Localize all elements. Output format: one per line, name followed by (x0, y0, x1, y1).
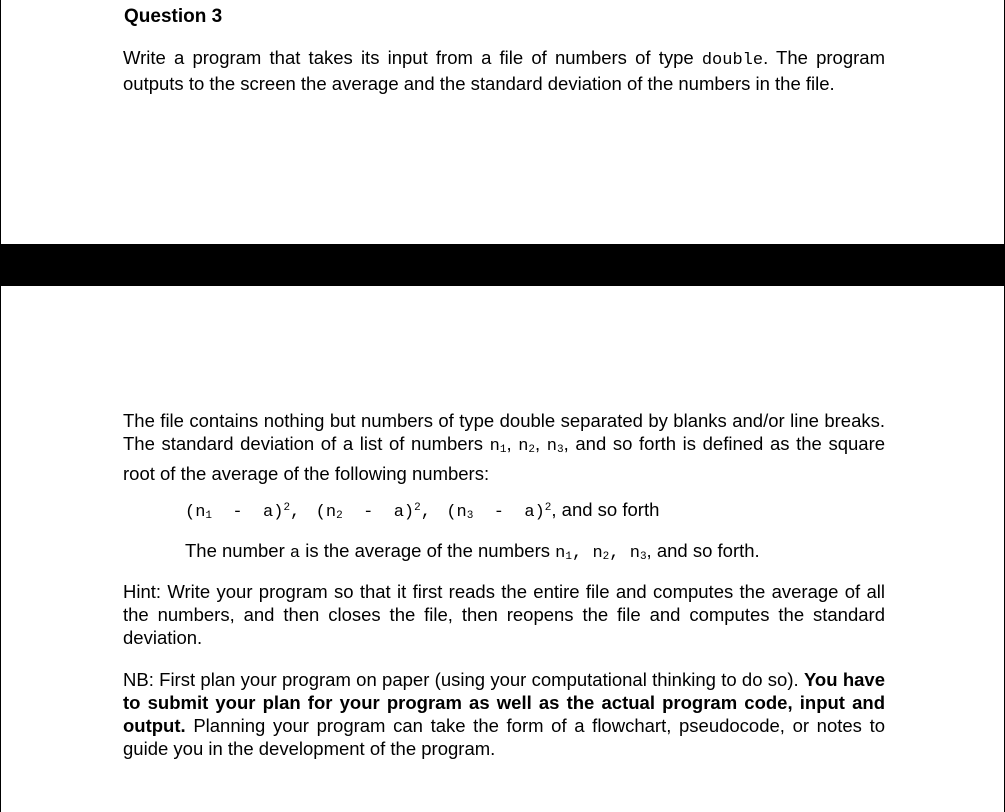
p1-code-double: double (701, 51, 764, 70)
nb-paragraph (123, 668, 885, 760)
average-definition-line (185, 539, 760, 569)
p1-text-start: Write a program that takes its input from a file of numbers of type (123, 47, 694, 68)
question-bottom-section (0, 286, 1005, 812)
formula-term-2: $(n_2 - a)^2$, (315, 502, 431, 522)
p2-text: The file contains nothing but numbers of type double separated by blanks and/or line breaks. The standard deviation of a list of numbers (123, 410, 885, 454)
hint-paragraph: Hint: Write your program so that it first reads the entire file and computes the average of all the numbers, and then closes the file, then reopens the file and computes the standard deviation. (123, 581, 885, 648)
p4-text-mid: is the average of the numbers (305, 540, 550, 561)
question-paragraph-1 (123, 46, 885, 95)
p4-n3: $n_3$ (629, 544, 647, 563)
p2-n3: $n_3$ (546, 437, 564, 456)
formula-line (185, 497, 659, 528)
p4-text-start: The number (185, 540, 285, 561)
p4-n1: $n_1$, (555, 544, 583, 563)
p1-text-end: . The program outputs to the screen the average and the standard deviation of the numbers in the file. (123, 47, 885, 94)
p2-n1: $n_1$ (489, 437, 507, 456)
nb-bold-requirement: You have to submit your plan for your program as well as the actual program code, input and output. (123, 669, 886, 736)
nb-intro: NB: First plan your program on paper (using your computational thinking to do so). (123, 669, 799, 690)
formula-term-3: $(n_3 - a)^2$ (446, 502, 552, 522)
question-title: Question 3 (124, 6, 223, 27)
question-top-section (0, 0, 1005, 244)
definition-paragraph: The file contains nothing but numbers of type double separated by blanks and/or line breaks. The standard deviation of a list of numbers $n_1$, $n_2$, $n_3$, and so forth is defined as the square root of the average of the following numbers: (123, 410, 886, 484)
redaction-bar (0, 244, 1005, 286)
p4-n2: $n_2$, (592, 544, 620, 563)
p2-n2: $n_2$ (518, 437, 536, 456)
nb-rest: Planning your program can take the form of a flowchart, pseudocode, or notes to guide you in the development of the program. (123, 715, 885, 759)
p4-text-end: , and so forth. (646, 540, 760, 561)
formula-end-text: , and so forth (551, 499, 660, 520)
formula-term-1: $(n_1 - a)^2$, (185, 502, 301, 522)
p4-var-a: a (289, 544, 301, 563)
p2-text-end: , and so forth is defined as the square root of the average of the following numbers: (123, 433, 886, 484)
